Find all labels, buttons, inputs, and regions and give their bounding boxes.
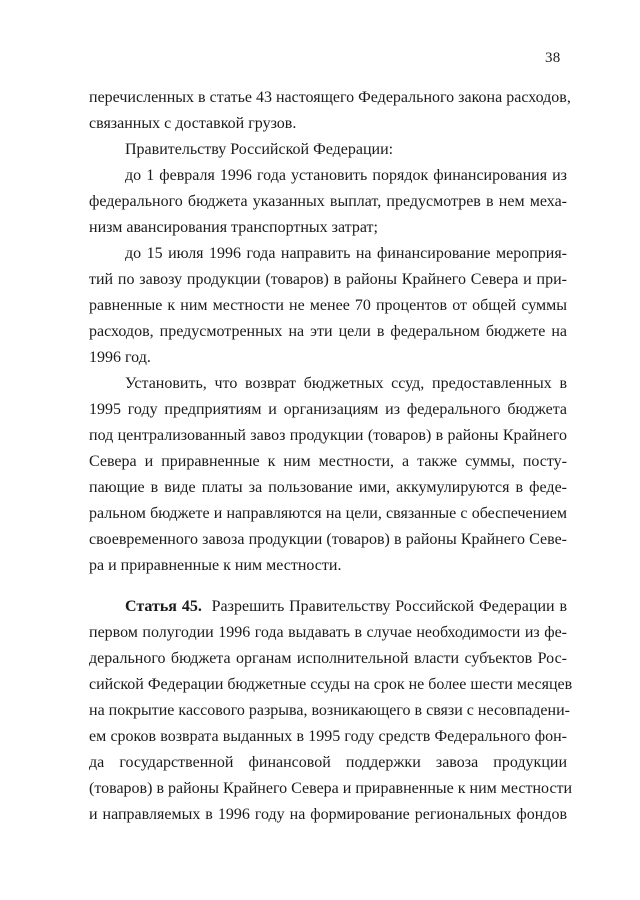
text-line: на покрытие кассового разрыва, возникающего в связи с несовпадени-: [89, 702, 570, 719]
text-line: Установить, что возврат бюджетных ссуд, предоставленных в: [125, 375, 567, 392]
text-line: первом полугодии 1996 года выдавать в случае необходимости из фе-: [89, 624, 567, 641]
text-line: (товаров) в районы Крайнего Севера и приравненные к ним местности: [89, 780, 573, 797]
text-line: Севера и приравненные к ним местности, а также суммы, посту-: [89, 453, 567, 470]
page-number: 38: [545, 50, 561, 66]
text-line: да государственной финансовой поддержки завоза продукции: [89, 754, 567, 771]
text-line: тий по завозу продукции (товаров) в районы Крайнего Севера и при-: [89, 271, 567, 288]
text-line: федерального бюджета указанных выплат, предусмотрев в нем меха-: [89, 193, 567, 210]
text-line: 1996 год.: [89, 349, 151, 366]
text-line: связанных с доставкой грузов.: [89, 115, 297, 132]
text-line: Разрешить Правительству Российской Федерации в: [211, 598, 568, 615]
text-line: ральном бюджете и направляются на цели, связанные с обеспечением: [89, 505, 567, 522]
text-line: под централизованный завоз продукции (товаров) в районы Крайнего: [89, 427, 567, 444]
text-line: сийской Федерации бюджетные ссуды на срок не более шести месяцев: [89, 676, 573, 693]
article-heading: Статья 45.: [125, 598, 202, 615]
text-line: перечисленных в статье 43 настоящего Федерального закона расходов,: [89, 89, 571, 106]
text-line: 1995 году предприятиям и организациям из федерального бюджета: [89, 401, 567, 418]
text-line: и направляемых в 1996 году на формирование региональных фондов: [89, 806, 567, 823]
text-line: ра и приравненные к ним местности.: [89, 557, 342, 574]
text-line: равненные к ним местности не менее 70 процентов от общей суммы: [89, 297, 567, 314]
text-line: ем сроков возврата выданных в 1995 году средств Федерального фон-: [89, 728, 567, 745]
text-line: низм авансирования транспортных затрат;: [89, 219, 378, 236]
text-line: до 1 февраля 1996 года установить порядок финансирования из: [125, 167, 567, 184]
text-line: дерального бюджета органам исполнительной власти субъектов Рос-: [89, 650, 567, 667]
text-line: Правительству Российской Федерации:: [125, 141, 394, 158]
text-line: своевременного завоза продукции (товаров) в районы Крайнего Севе-: [89, 531, 567, 548]
text-line: пающие в виде платы за пользование ими, аккумулируются в феде-: [89, 479, 567, 496]
text-line: до 15 июля 1996 года направить на финансирование мероприя-: [125, 245, 567, 262]
article-45-first-line: [125, 594, 567, 620]
text-line: расходов, предусмотренных на эти цели в федеральном бюджете на: [89, 323, 567, 340]
